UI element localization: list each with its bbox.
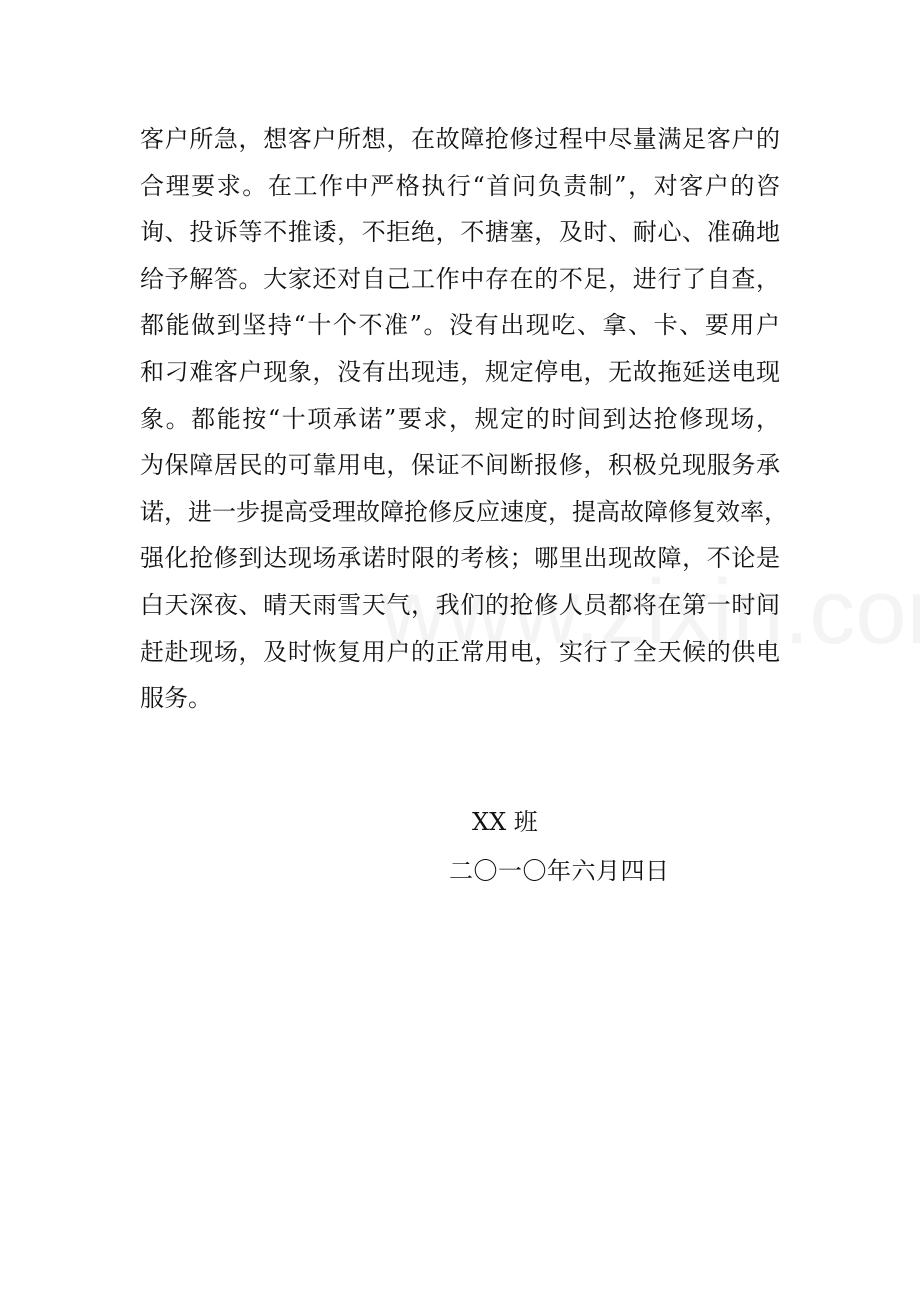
paragraph-line: 和刁难客户现象，没有出现违，规定停电，无故拖延送电现 bbox=[140, 357, 780, 386]
paragraph-line: 合理要求。在工作中严格执行“首问负责制”，对客户的咨 bbox=[140, 171, 780, 200]
paragraph-line: 都能做到坚持“十个不准”。没有出现吃、拿、卡、要用户 bbox=[140, 311, 780, 340]
paragraph-line: 为保障居民的可靠用电，保证不间断报修，积极兑现服务承 bbox=[140, 451, 780, 480]
paragraph-line: 赶赴现场，及时恢复用户的正常用电，实行了全天候的供电 bbox=[140, 637, 780, 666]
body-paragraph bbox=[140, 116, 788, 722]
paragraph-line: 服务。 bbox=[140, 684, 212, 713]
paragraph-line: 强化抢修到达现场承诺时限的考核；哪里出现故障，不论是 bbox=[140, 544, 780, 573]
paragraph-line: 客户所急，想客户所想，在故障抢修过程中尽量满足客户的 bbox=[140, 125, 780, 153]
signature-date: 二〇一〇年六月四日 bbox=[449, 857, 670, 885]
signature-team: XX 班 bbox=[472, 808, 538, 836]
paragraph-line: 诺，进一步提高受理故障抢修反应速度，提高故障修复效率， bbox=[140, 497, 788, 526]
paragraph-line: 给予解答。大家还对自己工作中存在的不足，进行了自查， bbox=[140, 264, 780, 293]
paragraph-line: 询、投诉等不推诿，不拒绝，不搪塞，及时、耐心、准确地 bbox=[140, 218, 780, 247]
paragraph-line: 象。都能按“十项承诺”要求，规定的时间到达抢修现场， bbox=[140, 404, 780, 433]
paragraph-line: 白天深夜、晴天雨雪天气，我们的抢修人员都将在第一时间 bbox=[140, 590, 780, 619]
